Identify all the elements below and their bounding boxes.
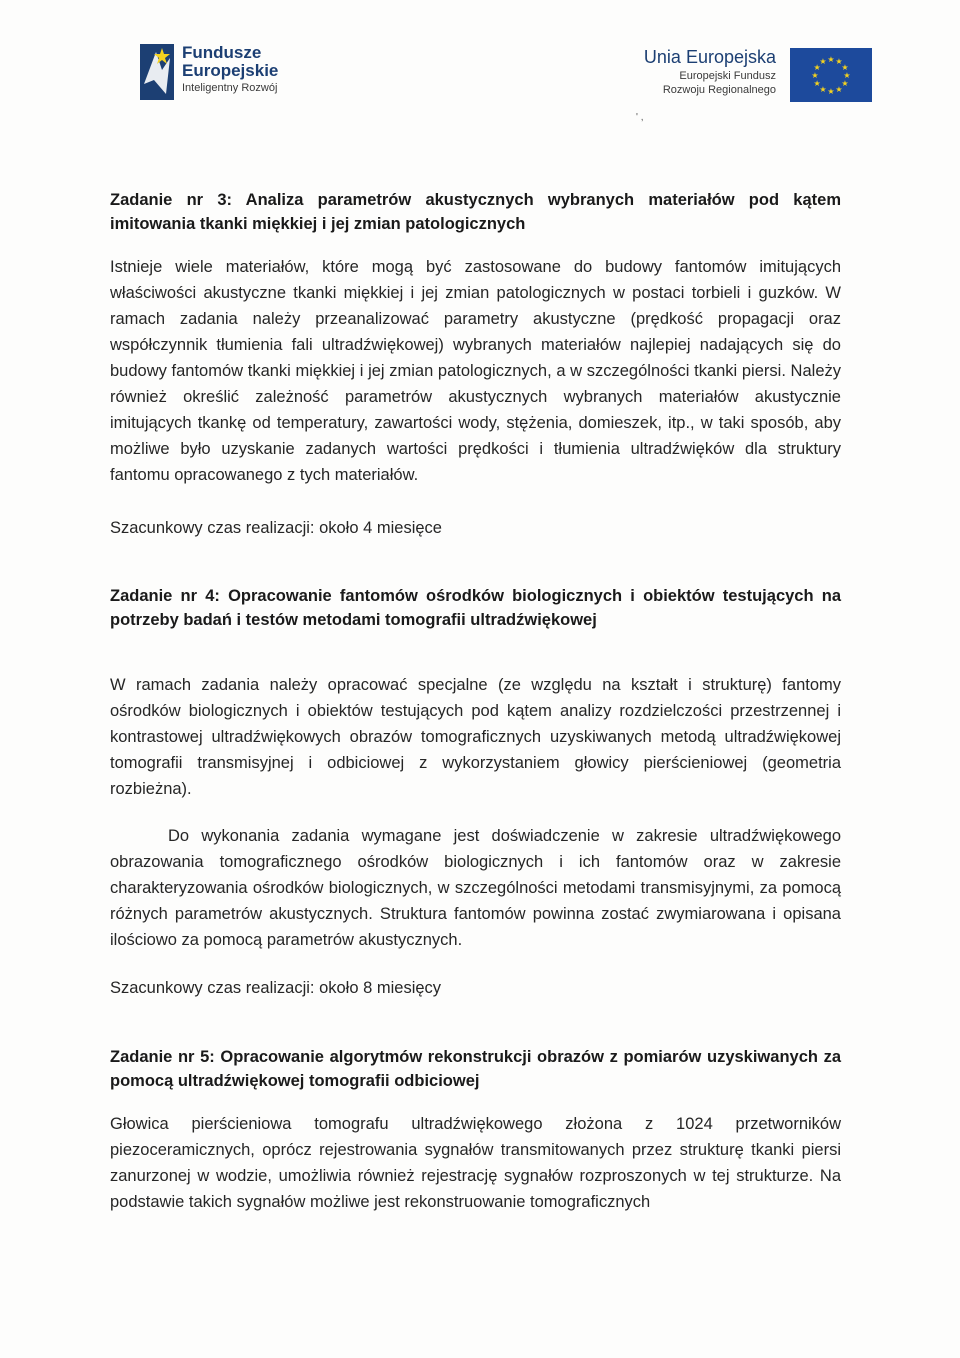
- task3-title: Zadanie nr 3: Analiza parametrów akustycznych wybranych materiałów pod kątem imitowania tkanki miękkiej i jej zmian patologicznych: [110, 191, 841, 233]
- fe-logo-line1: Fundusze: [182, 43, 262, 62]
- task3-section: [110, 188, 841, 236]
- eu-flag-icon: [790, 48, 872, 102]
- fe-logo-line3: Inteligentny Rozwój: [182, 81, 278, 94]
- task5-paragraph: Głowica pierścieniowa tomografu ultradźwiękowego złożona z 1024 przetworników piezoceramicznych, oprócz rejestrowania sygnałów transmitowanych przez strukturę tkanki piersi zanurzonej w wodzie, umożliwia również rejestrację sygnałów rozproszonych w tej strukturze. Na podstawie takich sygnałów możliwe jest rekonstruowanie tomograficznych: [110, 1115, 841, 1211]
- eu-star-icon: ★: [843, 71, 851, 80]
- eu-star-icon: ★: [813, 63, 821, 72]
- task5-title: Zadanie nr 5: Opracowanie algorytmów rekonstrukcji obrazów z pomiarów uzyskiwanych za pomocą ultradźwiękowej tomografii odbiciowej: [110, 1048, 841, 1090]
- task4-section: [110, 584, 841, 632]
- eu-star-icon: ★: [811, 71, 819, 80]
- eu-star-icon: ★: [841, 63, 849, 72]
- task3-paragraph: Istnieje wiele materiałów, które mogą być zastosowane do budowy fantomów imitujących właściwości akustyczne tkanki miękkiej i jej zmian patologicznych w postaci torbieli i guzków. W ramach zadania należy przeanalizować parametry akustyczne (prędkość propagacji oraz współczynnik tłumienia fali ultradźwiękowej) wybranych materiałów najlepiej nadających się do budowy fantomów tkanki miękkiej i jej zmian patologicznych, a w szczególności tkanki piersi. Należy również określić zależność parametrów akustycznych wybranych materiałów akustycznie imitujących tkankę od temperatury, zawartości wody, stężenia, domieszek, itp., w taki sposób, aby możliwe było uzyskanie zadanych wartości prędkości i tłumienia ultradźwięków dla struktury fantomu opracowanego z tych materiałów.: [110, 258, 841, 484]
- task4-estimate-wrap: [110, 975, 841, 1001]
- eu-star-icon: ★: [841, 79, 849, 88]
- fe-logo-line2: Europejskie: [182, 60, 279, 80]
- eu-star-icon: ★: [835, 84, 843, 94]
- task4-title: Zadanie nr 4: Opracowanie fantomów ośrodków biologicznych i obiektów testujących na potrzeby badań i testów metodami tomografii ultradźwiękowej: [110, 587, 841, 629]
- task4-body: [110, 672, 841, 802]
- eu-star-icon: ★: [827, 87, 835, 96]
- ue-logo-line1: Europejski Fundusz: [679, 69, 776, 82]
- eu-star-icon: ★: [813, 79, 821, 88]
- fundusze-europejskie-logo: [140, 44, 278, 100]
- task3-estimate-wrap: [110, 515, 841, 541]
- task5-body: [110, 1111, 841, 1215]
- fundusze-europejskie-icon: [140, 44, 174, 100]
- task4-body-2: [110, 823, 841, 953]
- task4-paragraph-1: W ramach zadania należy opracować specjalne (ze względu na kształt i strukturę) fantomy ośrodków biologicznych i obiektów testujących pod kątem analizy rozdzielczości przestrzennej i kontrastowej ultradźwiękowych obrazów tomograficznych uzyskiwanych metodą ultradźwiękowej tomografii transmisyjnej i odbiciowej z wykorzystaniem głowicy pierścieniowej (geometria rozbieżna).: [110, 676, 841, 798]
- task3-estimate: Szacunkowy czas realizacji: około 4 miesięce: [110, 519, 442, 537]
- ue-logo-title: Unia Europejska: [643, 47, 776, 67]
- scan-mark: ' ,: [636, 112, 644, 123]
- page-header: [140, 44, 872, 108]
- eu-star-icon: ★: [819, 84, 827, 94]
- eu-star-icon: ★: [819, 57, 827, 67]
- task5-section: [110, 1045, 841, 1093]
- task3-body: [110, 254, 841, 488]
- ue-logo-line2: Rozwoju Regionalnego: [662, 83, 776, 96]
- task4-paragraph-2: Do wykonania zadania wymagane jest doświadczenie w zakresie ultradźwiękowego obrazowania tomograficznego ośrodków biologicznych i ich fantomów oraz w zakresie charakteryzowania ośrodków biologicznych, w szczególności metodami transmisyjnymi, za pomocą różnych parametrów akustycznych. Struktura fantomów powinna zostać zwymiarowana i opisana ilościowo za pomocą parametrów akustycznych.: [110, 827, 841, 949]
- unia-europejska-logo: [644, 48, 872, 102]
- eu-star-icon: ★: [827, 55, 835, 64]
- eu-star-icon: ★: [835, 57, 843, 67]
- task4-estimate: Szacunkowy czas realizacji: około 8 miesięcy: [110, 979, 442, 997]
